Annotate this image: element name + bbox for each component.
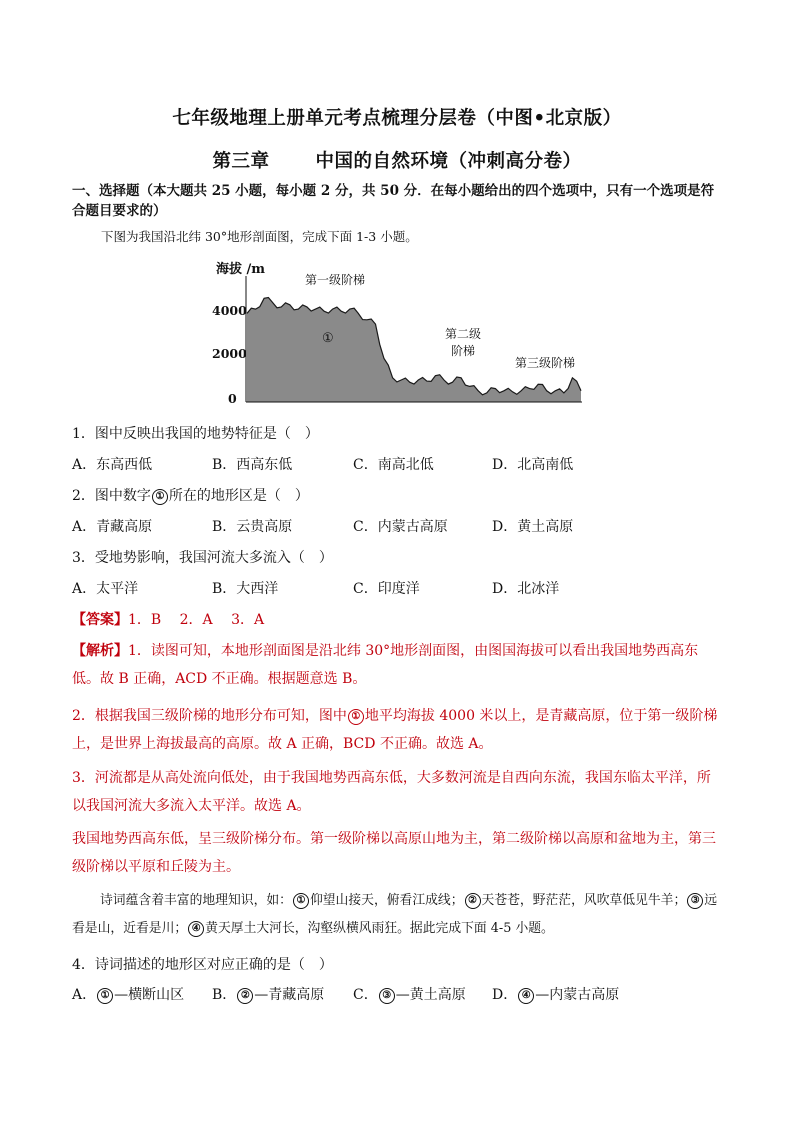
question-1-options xyxy=(72,455,732,475)
circled-number-4: ④ xyxy=(188,921,204,937)
q3-option-c: C．印度洋 xyxy=(353,581,420,597)
poem-text-5: 黄天厚土大河长，沟壑纵横风雨狂。据此完成下面 4-5 小题。 xyxy=(205,921,554,936)
q2-option-b: B．云贵高原 xyxy=(212,519,293,535)
analysis-text-2-suffix: 地平均海拔 4000 米以上，是青藏高原，位于第一级阶梯上，是世界上海拔最高的高原。故 A 正确，BCD 不正确。故选 A。 xyxy=(72,708,718,752)
q4-option-b-letter: B． xyxy=(212,987,237,1003)
q2-stem-prefix: 2．图中数字 xyxy=(72,488,151,504)
y-tick-0: 0 xyxy=(228,391,237,406)
poem-text-1: 诗词蕴含着丰富的地理知识，如： xyxy=(100,893,292,908)
q4-option-c xyxy=(353,985,466,1005)
chapter-number: 第三章 xyxy=(212,151,270,172)
q1-option-d: D．北高南低 xyxy=(492,457,574,473)
circled-number-1: ① xyxy=(348,709,364,725)
y-axis-label: 海拔 /m xyxy=(216,262,266,277)
question-4-stem: 4．诗词描述的地形区对应正确的是（ ） xyxy=(72,957,333,973)
circled-number-2: ② xyxy=(237,988,253,1004)
q1-option-b: B．西高东低 xyxy=(212,457,293,473)
analysis-label: 【解析】 xyxy=(72,643,128,659)
answer-label: 【答案】 xyxy=(72,612,128,628)
circled-number-3: ③ xyxy=(379,988,395,1004)
analysis-text-2-prefix: 2．根据我国三级阶梯的地形分布可知，图中 xyxy=(72,708,347,724)
label-step-1: 第一级阶梯 xyxy=(305,273,366,287)
question-3-options xyxy=(72,579,732,599)
question-1-stem: 1．图中反映出我国的地势特征是（ ） xyxy=(72,426,319,442)
poem-intro-text xyxy=(72,887,724,943)
circled-number-3: ③ xyxy=(687,893,703,909)
q4-option-c-letter: C． xyxy=(353,987,378,1003)
q2-option-d: D．黄土高原 xyxy=(492,519,574,535)
label-step-2-line-1: 第二级 xyxy=(445,327,482,341)
section-header: 一、选择题（本大题共 25 小题，每小题 2 分，共 50 分．在每小题给出的四个选项中，只有一个选项是符合题目要求的） xyxy=(72,183,715,219)
y-tick-2000: 2000 xyxy=(212,346,247,361)
q4-option-a xyxy=(72,985,184,1005)
q2-option-c: C．内蒙古高原 xyxy=(353,519,448,535)
answer-line xyxy=(72,610,264,630)
question-2-options xyxy=(72,517,732,537)
poem-text-4: 远看是山，近看是川； xyxy=(72,893,718,936)
q4-option-c-text: —黄土高原 xyxy=(395,987,466,1003)
question-3-stem: 3．受地势影响，我国河流大多流入（ ） xyxy=(72,550,333,566)
q1-option-a: A．东高西低 xyxy=(72,457,153,473)
chapter-name: 中国的自然环境（冲刺高分卷） xyxy=(315,151,582,172)
chapter-heading xyxy=(0,147,794,173)
intro-text-1: 下图为我国沿北纬 30°地形剖面图，完成下面 1-3 小题。 xyxy=(101,229,418,244)
analysis-paragraph-3: 3．河流都是从高处流向低处，由于我国地势西高东低，大多数河流是自西向东流，我国东临太平洋，所以我国河流大多流入太平洋。故选 A。 xyxy=(72,770,711,814)
circled-number-1: ① xyxy=(97,988,113,1004)
q2-option-a: A．青藏高原 xyxy=(72,519,153,535)
terrain-profile-area xyxy=(247,298,581,402)
question-4-options xyxy=(72,985,732,1005)
analysis-paragraph-2 xyxy=(72,702,724,758)
document-title: 七年级地理上册单元考点梳理分层卷（中图•北京版） xyxy=(172,108,622,129)
y-tick-4000: 4000 xyxy=(212,303,247,318)
label-region-1: ① xyxy=(322,331,334,346)
analysis-paragraph-1 xyxy=(72,637,724,693)
q1-option-c: C．南高北低 xyxy=(353,457,434,473)
q4-option-d-letter: D． xyxy=(492,987,518,1003)
q4-option-d xyxy=(492,985,619,1005)
analysis-paragraph-4: 我国地势西高东低，呈三级阶梯分布。第一级阶梯以高原山地为主，第二级阶梯以高原和盆地为主，第三级阶梯以平原和丘陵为主。 xyxy=(72,831,716,875)
q4-option-b xyxy=(212,985,324,1005)
q4-option-b-text: —青藏高原 xyxy=(254,987,325,1003)
q4-option-d-text: —内蒙古高原 xyxy=(535,987,620,1003)
poem-text-2: 仰望山接天，俯看江成线； xyxy=(309,893,464,908)
q4-option-a-letter: A． xyxy=(72,987,97,1003)
q4-option-a-text: —横断山区 xyxy=(114,987,185,1003)
analysis-text-1: 1．读图可知，本地形剖面图是沿北纬 30°地形剖面图，由图国海拔可以看出我国地势西高东低。故 B 正确，ACD 不正确。根据题意选 B。 xyxy=(72,643,699,687)
q3-option-a: A．太平洋 xyxy=(72,581,139,597)
q3-option-b: B．大西洋 xyxy=(212,581,279,597)
answer-text: 1．B 2．A 3．A xyxy=(128,612,265,628)
q3-option-d: D．北冰洋 xyxy=(492,581,560,597)
question-2-stem xyxy=(72,486,309,506)
circled-number-1: ① xyxy=(293,893,309,909)
label-step-3: 第三级阶梯 xyxy=(515,356,576,370)
label-step-2-line-2: 阶梯 xyxy=(451,344,476,358)
circled-number-4: ④ xyxy=(518,988,534,1004)
poem-text-3: 天苍苍，野茫茫，风吹草低见牛羊； xyxy=(481,893,687,908)
q2-stem-suffix: 所在的地形区是（ ） xyxy=(168,488,309,504)
circled-number-2: ② xyxy=(465,893,481,909)
circled-number-1: ① xyxy=(152,489,168,505)
terrain-profile-chart xyxy=(210,258,590,410)
